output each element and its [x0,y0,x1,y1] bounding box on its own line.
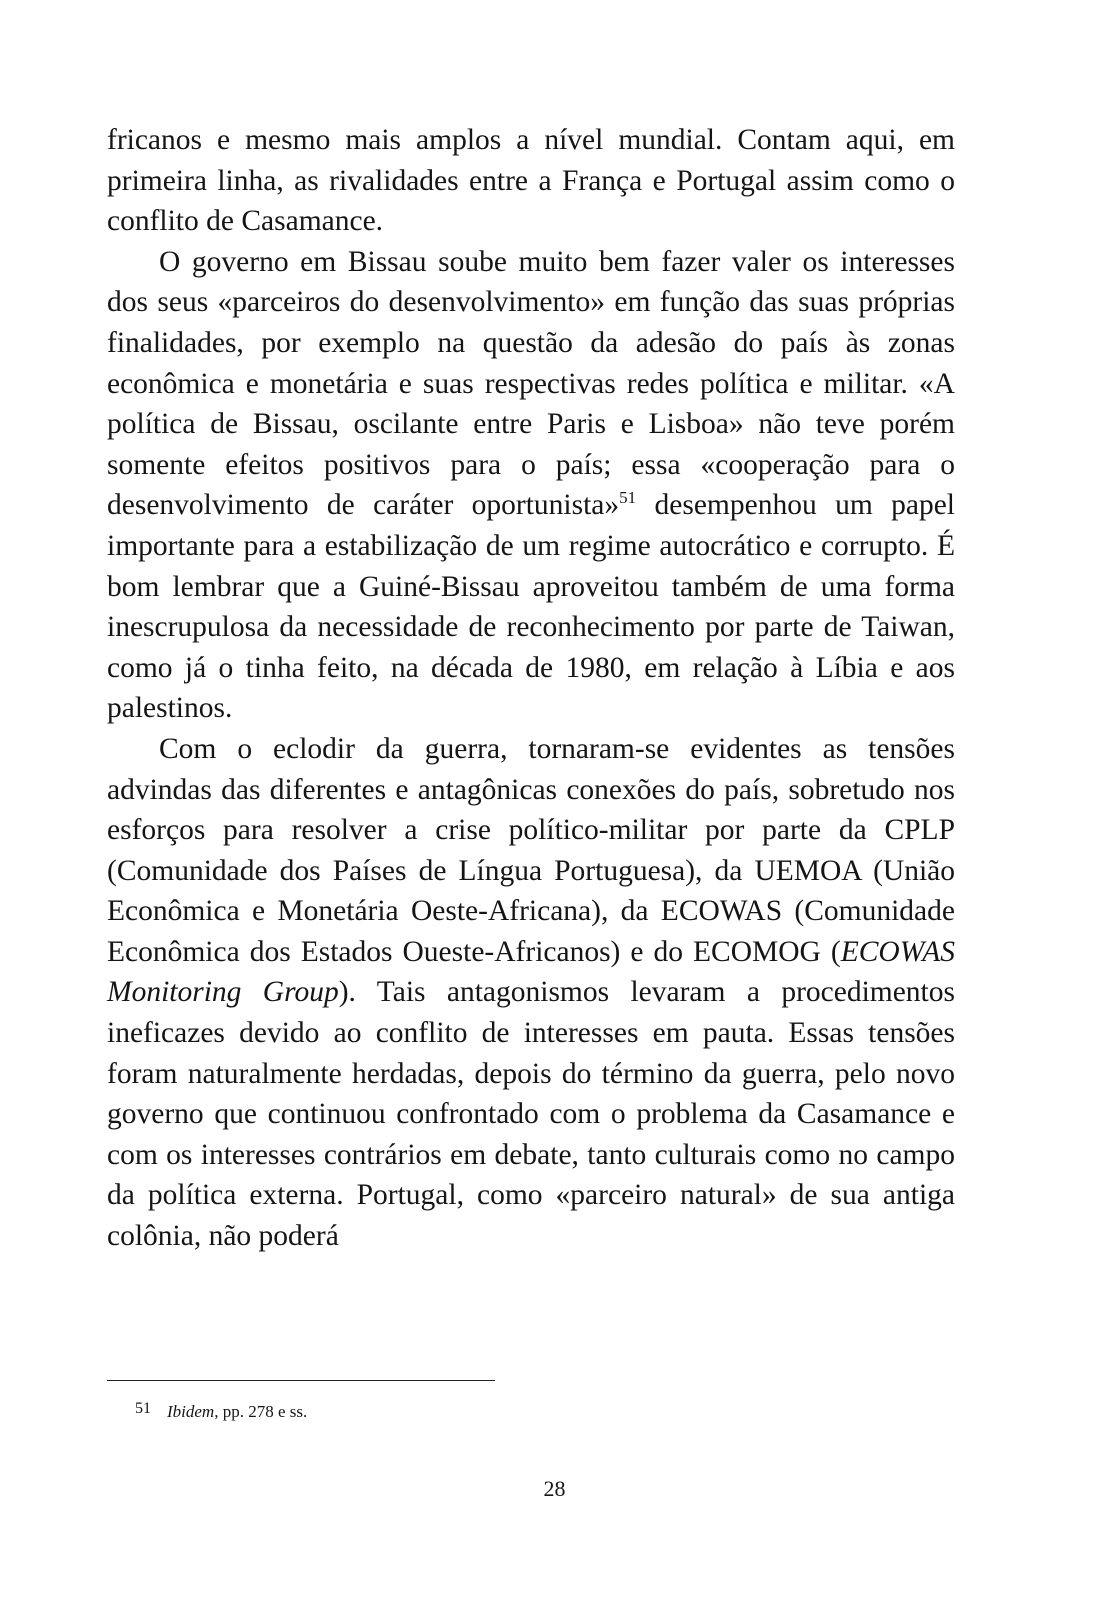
paragraph-2-text-continued: desempenhou um papel importante para a estabilização de um regime autocrático e corrupto. É bom lembrar que a Guiné-Bissau aproveitou também de uma forma inescrupulosa da necessidade de reconhecimento por parte de Taiwan, como já o tinha feito, na década de 1980, em relação à Líbia e aos palestinos. [107,489,955,725]
paragraph-3-italic-term: ECOWAS Monitoring Group [107,935,955,1009]
footnote-separator [107,1380,495,1381]
footnote-pages: , pp. 278 e ss. [214,1402,308,1421]
footnote-number: 51 [135,1400,151,1417]
page-number: 28 [543,1476,566,1501]
paragraph-1-text: fricanos e mesmo mais amplos a nível mundial. Contam aqui, em primeira linha, as rivalidades entre a França e Portugal assim como o conflito de Casamance. [107,124,955,238]
footnote-reference: 51 [619,488,637,508]
paragraph-3 [107,729,955,1257]
body-text [107,120,955,1257]
paragraph-3-text: Com o eclodir da guerra, tornaram-se evidentes as tensões advindas das diferentes e antagônicas conexões do país, sobretudo nos esforços para resolver a crise político-militar por parte da CPLP (Comunidade dos Países de Língua Portuguesa), da UEMOA (União Econômica e Monetária Oeste-Africana), da ECOWAS (Comunidade Econômica dos Estados Oueste-Africanos) e do ECOMOG ( [107,732,955,968]
paragraph-2 [107,242,955,729]
paragraph-1 [107,120,955,242]
paragraph-3-text-continued: ). Tais antagonismos levaram a procedimentos ineficazes devido ao conflito de interesses em pauta. Essas tensões foram naturalmente herdadas, depois do término da guerra, pelo novo governo que continuou confrontado com o problema da Casamance e com os interesses contrários em debate, tanto culturais como no campo da política externa. Portugal, como «parceiro natural» de sua antiga colônia, não poderá [107,976,955,1253]
footnote [135,1398,307,1423]
footnote-source: Ibidem [167,1402,215,1421]
paragraph-2-text: O governo em Bissau soube muito bem fazer valer os interesses dos seus «parceiros do desenvolvimento» em função das suas próprias finalidades, por exemplo na questão da adesão do país às zonas econômica e monetária e suas respectivas redes política e militar. «A política de Bissau, oscilante entre Paris e Lisboa» não teve porém somente efeitos positivos para o país; essa «cooperação para o desenvolvimento de caráter oportunista» [107,245,955,522]
